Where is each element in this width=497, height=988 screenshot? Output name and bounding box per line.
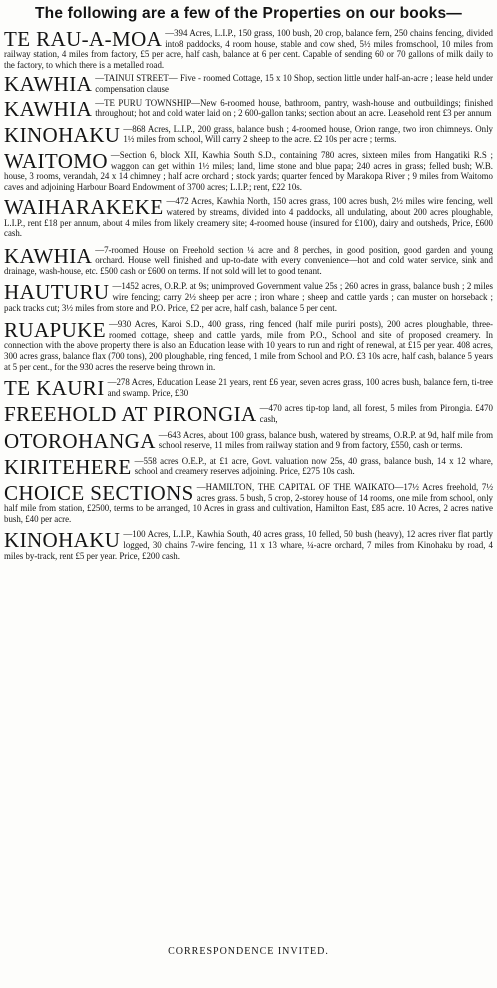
property-listing: [4, 281, 493, 313]
property-listing: [4, 98, 493, 119]
listing-text-block: [4, 456, 493, 477]
property-listing: [4, 245, 493, 277]
listing-text-block: [4, 150, 493, 192]
property-description: —868 Acres, L.I.P., 200 grass, balance bush ; 4-roomed house, Orion range, two iron chimneys. Only 1½ miles from school, Will carry 2 sheep to the acre. £2 10s per acre ; terms.: [123, 123, 493, 145]
property-name: RUAPUKE: [4, 318, 106, 343]
property-listing: [4, 319, 493, 372]
property-name: TE KAURI: [4, 376, 105, 401]
property-name: OTOROHANGA: [4, 428, 156, 453]
property-listing: [4, 529, 493, 561]
property-listings: [4, 28, 493, 561]
property-name: KAWHIA: [4, 243, 93, 268]
property-description: —Section 6, block XII, Kawhia South S.D., containing 780 acres, sixteen miles from Hangatiki R.S ; waggon can get within 1½ miles; land, lime stone and blue papa; 240 acres in grass; felled bush; W.B. house, 3 rooms, verandah, 24 x 14 chimney ; half acre orchard ; stock yards; quarter fenced by Marakopa River ; 9 miles from Waitomo caves and adjoining Harbour Board Endowment of 3700 acres; L.I.P.; rent, £22 10s.: [4, 149, 493, 192]
property-description: —TAINUI STREET— Five - roomed Cottage, 15 x 10 Shop, section little under half-an-acre ; lease held under compensation clause: [95, 73, 493, 94]
listing-text-block: [4, 482, 493, 524]
listing-text-block: [4, 98, 493, 119]
listing-text-block: [4, 402, 493, 427]
listing-text-block: [4, 529, 493, 561]
listing-text-block: [4, 376, 493, 401]
listing-text-block: [4, 72, 493, 97]
listing-text-block: [4, 245, 493, 277]
property-description: —1452 acres, O.R.P. at 9s; unimproved Government value 25s ; 260 acres in grass, balance bush ; 2 miles wire fencing; carry 2½ sheep per acre ; iron whare ; sheep and cattle yards ; can muster on horseback ; pack tracks cut; 3½ miles from store and P.O. Price, £2 per acre, half cash, balance 5 per cent.: [4, 281, 493, 313]
property-name: CHOICE SECTIONS: [4, 480, 194, 505]
page-header: The following are a few of the Properties on our books—: [35, 5, 462, 22]
property-description: —558 acres O.E.P., at £1 acre, Govt. valuation now 25s, 40 grass, balance bush, 14 x 12 whare, school and creamery reserves adjoining. Price, £275 10s cash.: [134, 455, 493, 477]
property-description: —643 Acres, about 100 grass, balance bush, watered by streams, O.R.P. at 9d, half mile from school reserve, 11 miles from railway station and 9 from factory, £550, cash or terms.: [158, 429, 493, 451]
property-name: KIRITEHERE: [4, 454, 132, 479]
listing-text-block: [4, 319, 493, 372]
listing-text-block: [4, 430, 493, 451]
listing-text-block: [4, 28, 493, 70]
property-name: KAWHIA: [4, 96, 93, 121]
property-name: TE RAU-A-MOA: [4, 27, 163, 51]
listing-text-block: [4, 124, 493, 145]
property-listing: [4, 196, 493, 238]
property-listing: [4, 482, 493, 524]
listing-text-block: [4, 196, 493, 238]
correspondence-footer: CORRESPONDENCE INVITED.: [168, 946, 329, 957]
property-listing: [4, 150, 493, 192]
property-name: HAUTURU: [4, 280, 110, 305]
property-description: —TE PURU TOWNSHIP—New 6-roomed house, bathroom, pantry, wash-house and outbuildings; finished throughout; hot and cold water laid on ; 2 600-gallon tanks; section about an acre. Leasehold rent £3 per annum: [95, 97, 493, 119]
property-name: KINOHAKU: [4, 528, 121, 553]
property-name: WAIHARAKEKE: [4, 195, 164, 220]
property-description: —HAMILTON, THE CAPITAL OF THE WAIKATO—17½ Acres freehold, 7½ acres grass. 5 bush, 5 crop, 2-storey house of 14 rooms, one mile from school, only half mile from station, £2500, terms to be arranged, 10 Acres in grass and cultivation, Hamilton East, £85 acre. 10 Acres, 2 acres native bush, £40 per acre.: [4, 481, 493, 524]
property-description: —100 Acres, L.I.P., Kawhia South, 40 acres grass, 10 felled, 50 bush (heavy), 12 acres river flat partly logged, 30 chains 7-wire fencing, 11 x 13 whare, ¼-acre orchard, 7 miles from Kinohaku by road, 4 miles by-track, rent £5 per year. Price, £200 cash.: [4, 529, 493, 561]
property-name: KAWHIA: [4, 72, 93, 97]
property-description: —394 Acres, L.I.P., 150 grass, 100 bush, 20 crop, balance fern, 250 chains fencing, divided into8 paddocks, 4 room house, stable and cow shed, 5½ miles fromschool, 10 miles from railway station, 4 miles from factory, £5 per acre, half cash, balance at 6 per cent. Capable of sending 60 or 70 gallons of milk daily to the factory, to which there is a metalled road.: [4, 28, 493, 70]
property-listing: [4, 456, 493, 477]
property-listing: [4, 124, 493, 145]
property-name: FREEHOLD AT PIRONGIA: [4, 402, 257, 427]
property-description: —472 Acres, Kawhia North, 150 acres grass, 100 acres bush, 2½ miles wire fencing, well watered by streams, divided into 4 paddocks, all undulating, about 200 acres ploughable, L.I.P., rent £18 per annum, about 4 miles from likely creamery site; 4-roomed house (insured for £100), dairy and outsheds, Price, £600 cash.: [4, 196, 493, 239]
property-name: KINOHAKU: [4, 122, 121, 147]
property-listing: [4, 28, 493, 70]
property-name: WAITOMO: [4, 148, 108, 173]
property-listing: [4, 430, 493, 451]
property-listing: [4, 72, 493, 97]
property-description: —470 acres tip-top land, all forest, 5 miles from Pirongia. £470 cash,: [259, 403, 493, 424]
property-description: —278 Acres, Education Lease 21 years, rent £6 year, seven acres grass, 100 acres bush, balance fern, ti-tree and swamp. Price, £30: [107, 377, 493, 398]
property-listing: [4, 402, 493, 427]
property-description: —930 Acres, Karoi S.D., 400 grass, ring fenced (half mile puriri posts), 200 acres ploughable, three-roomed cottage, sheep and cattle yards, mile from P.O., School and site of proposed creamery. In connection with the above property there is also an Education lease with 10 years to run and right of renewal, at £15 per year. 408 acres, 300 acres grass, balance flax (700 tons), 200 ploughable, ring fenced, 1 mile from School and P.O. £3 10s acre, half cash, balance 5 years at 5 per cent., for the 930 acres the reserve being thrown in.: [4, 319, 493, 372]
listing-text-block: [4, 281, 493, 313]
property-description: —7-roomed House on Freehold section ¼ acre and 8 perches, in good position, good garden and young orchard. House well finished and up-to-date with every convenience—hot and cold water service, sink and drainage, wash-house, etc. £500 cash or £600 on terms. If not sold will let to good tenant.: [4, 244, 493, 276]
property-listing: [4, 376, 493, 401]
